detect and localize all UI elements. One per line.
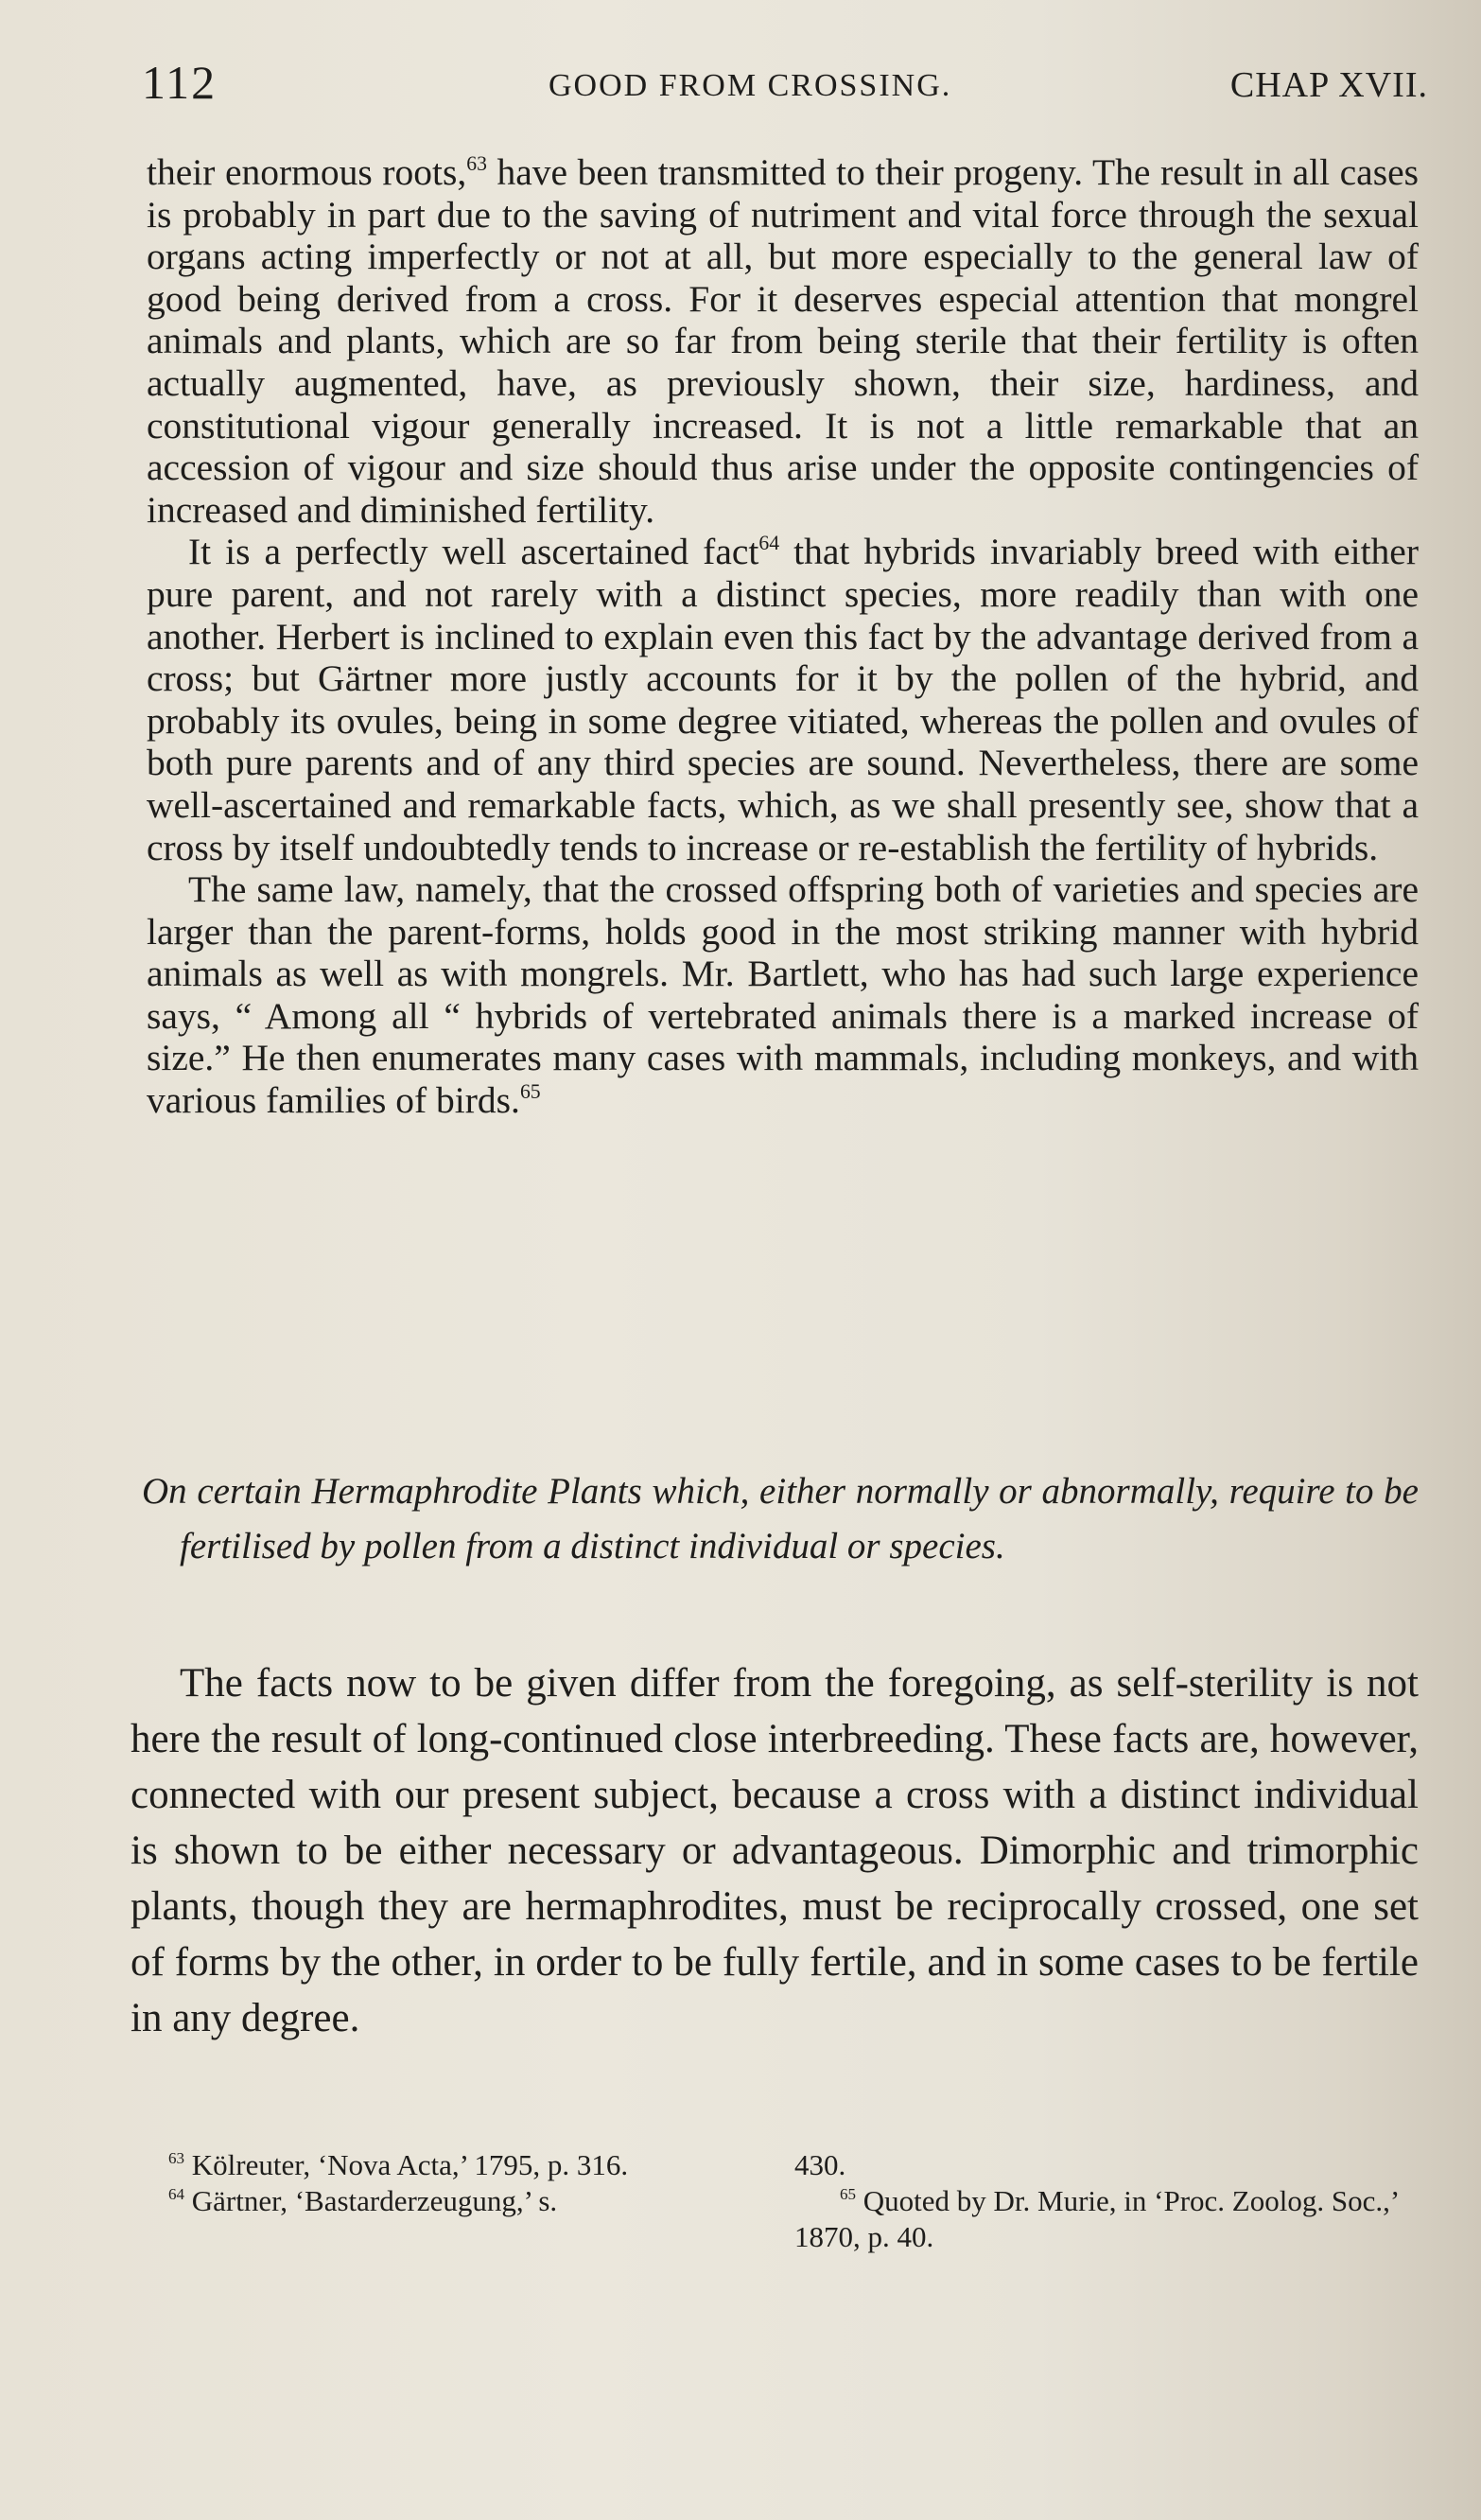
running-header [142, 55, 1428, 112]
running-title: GOOD FROM CROSSING. [549, 68, 952, 103]
footnote-64-continued: 430. [794, 2148, 846, 2181]
paragraph-3: The same law, namely, that the crossed offspring both of varieties and species are larger than the parent-forms, holds good in the most striking manner with hybrid animals as well as with mongrels. Mr. Bartlett, who has had such large experience says, “ Among all “ hybrids of vertebrated animals there is a marked increase of size.” He then enumerates many cases with mammals, including monkeys, and with various families of birds.$^{65}$ [147, 868, 1419, 1122]
footnotes-right-column [794, 2147, 1428, 2255]
paragraph-2: It is a perfectly well ascertained fact$^{64}$ that hybrids invariably breed with either pure parent, and not rarely with a distinct species, more readily than with one another. Herbert is inclined to explain even this fact by the advantage derived from a cross; but Gärtner more justly accounts for it by the pollen of the hybrid, and probably its ovules, being in some degree vitiated, whereas the pollen and ovules of both pure parents and of any third species are sound. Nevertheless, there are some well-ascertained and remarkable facts, which, as we shall presently see, show that a cross by itself undoubtedly tends to increase or re-establish the fertility of hybrids. [147, 531, 1419, 868]
footnote-ref-65: 65 [519, 1079, 541, 1103]
footnote-65: $^{65}$ Quoted by Dr. Murie, in ‘Proc. Zoolog. Soc.,’ 1870, p. 40. [794, 2184, 1398, 2253]
footnote-ref-63: 63 [466, 151, 487, 175]
footnote-64: $^{64}$ Gärtner, ‘Bastarderzeugung,’ s. [168, 2184, 558, 2217]
footnotes-left-column [123, 2147, 747, 2219]
footnote-ref-64: 64 [758, 532, 780, 555]
page-number: 112 [142, 56, 218, 109]
footnote-63: $^{63}$ Kölreuter, ‘Nova Acta,’ 1795, p. 316. [168, 2148, 629, 2181]
section-heading: On certain Hermaphrodite Plants which, either normally or abnormally, require to be fertilised by pollen from a distinct individual or species. [142, 1471, 1419, 1566]
paragraph-1: their enormous roots,$^{63}$ have been transmitted to their progeny. The result in all cases is probably in part due to the saving of nutriment and vital force through the sexual organs acting imperfectly or not at all, but more especially to the general law of good being derived from a cross. For it deserves especial attention that mongrel animals and plants, which are so far from being sterile that their fertility is often actually augmented, have, as previously shown, their size, hardiness, and constitutional vigour generally increased. It is not a little remarkable that an accession of vigour and size should thus arise under the opposite contingencies of increased and diminished fertility. [147, 151, 1419, 531]
chapter-label: CHAP XVII. [1229, 65, 1428, 105]
main-text [147, 151, 1419, 1122]
section-paragraph: The facts now to be given differ from the foregoing, as self-sterility is not here the result of long-continued close interbreeding. These facts are, however, connected with our present subject, because a cross with a distinct individual is shown to be either necessary or advantageous. Dimorphic and trimorphic plants, though they are hermaphrodites, must be reciprocally crossed, one set of forms by the other, in order to be fully fertile, and in some cases to be fertile in any degree. [131, 1661, 1419, 2040]
